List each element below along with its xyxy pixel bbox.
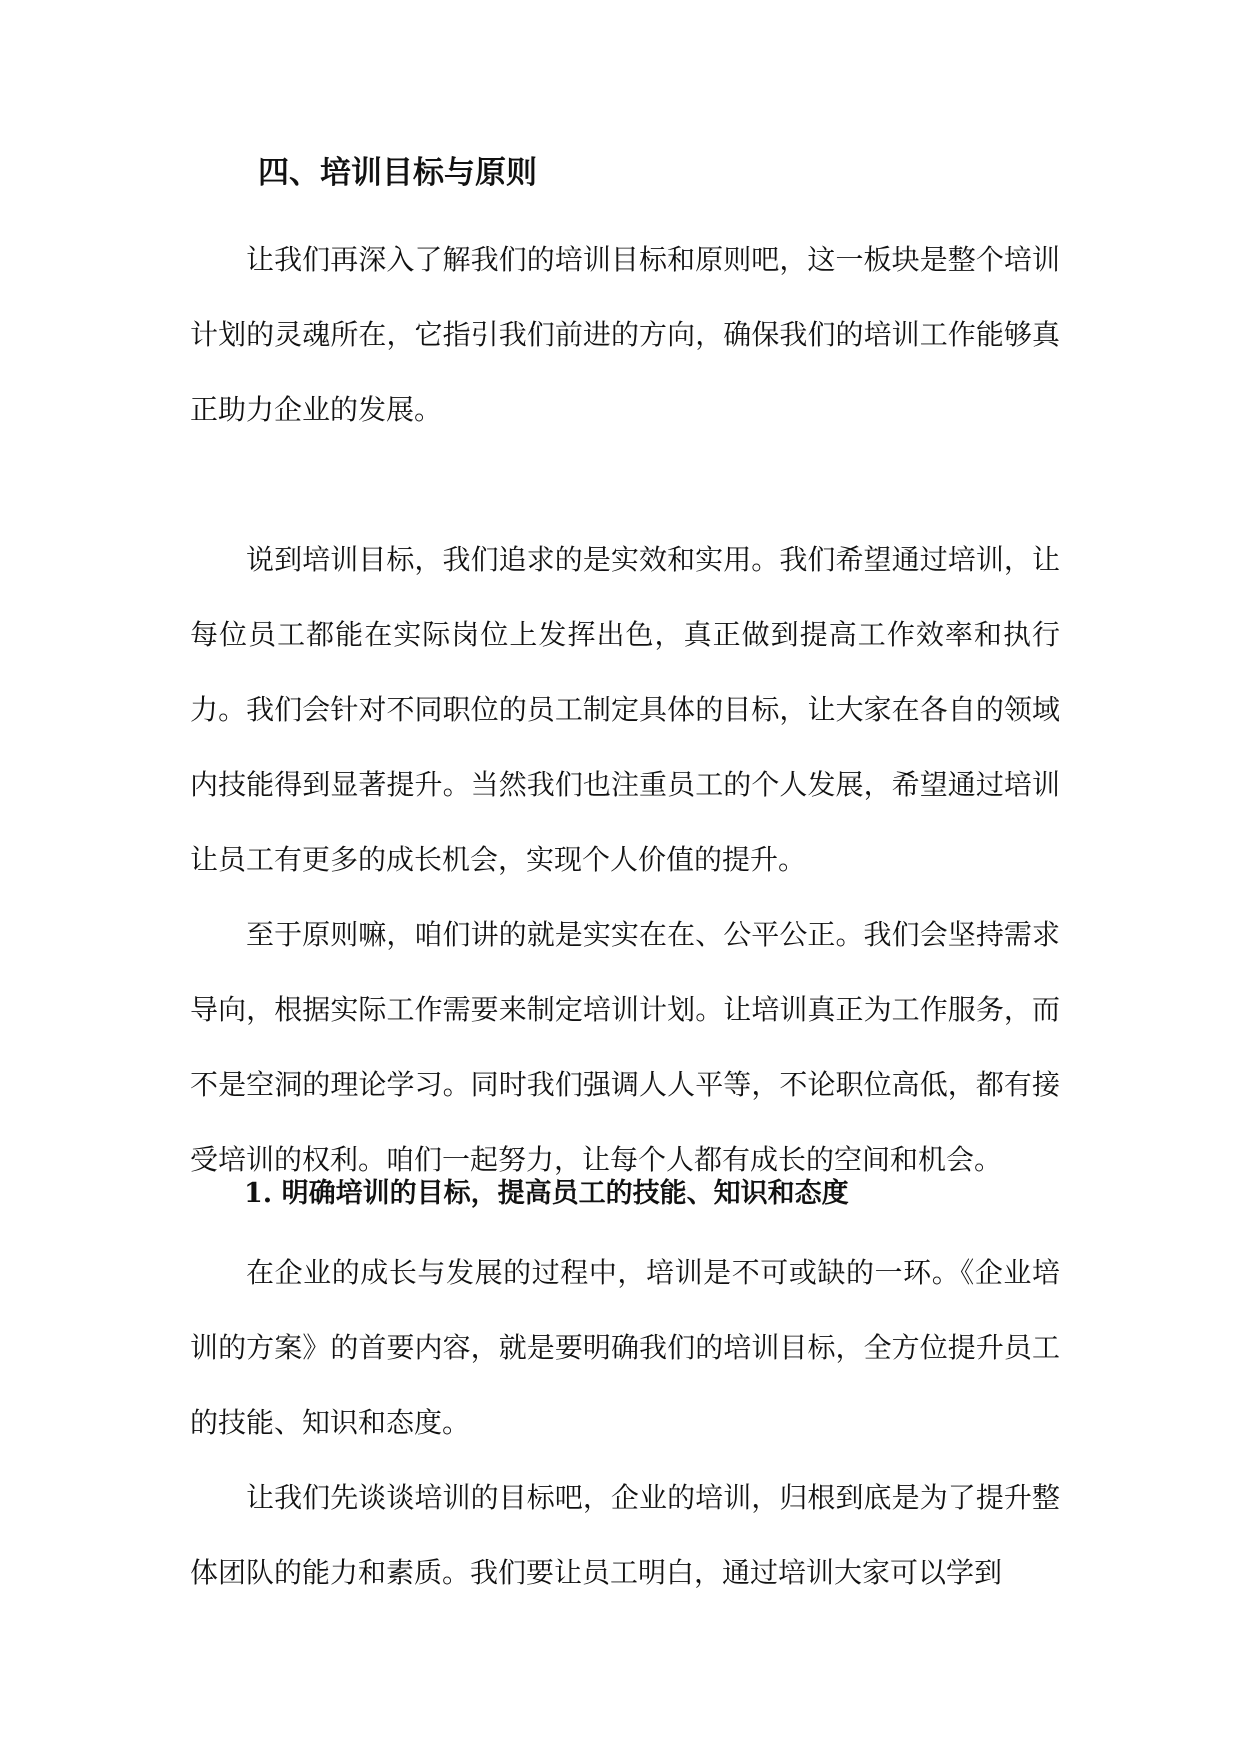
paragraph: 至于原则嘛，咱们讲的就是实实在在、公平公正。我们会坚持需求导向，根据实际工作需要来制定培训计划。让培训真正为工作服务，而不是空洞的理论学习。同时我们强调人人平等，不论职位高低，都有接受培训的权利。咱们一起努力，让每个人都有成长的空间和机会。 <box>190 918 1060 1176</box>
section-heading: 四、培训目标与原则 <box>258 155 537 191</box>
paragraph: 让我们先谈谈培训的目标吧，企业的培训，归根到底是为了提升整体团队的能力和素质。我们要让员工明白，通过培训大家可以学到 <box>190 1481 1060 1589</box>
paragraph: 让我们再深入了解我们的培训目标和原则吧，这一板块是整个培训计划的灵魂所在，它指引我们前进的方向，确保我们的培训工作能够真正助力企业的发展。 <box>190 243 1060 426</box>
paragraph: 在企业的成长与发展的过程中，培训是不可或缺的一环。《企业培训的方案》的首要内容，就是要明确我们的培训目标，全方位提升员工的技能、知识和态度。 <box>190 1256 1060 1439</box>
subsection-heading: 1. 明确培训的目标，提高员工的技能、知识和态度 <box>244 1178 849 1209</box>
paragraph: 说到培训目标，我们追求的是实效和实用。我们希望通过培训，让每位员工都能在实际岗位上发挥出色，真正做到提高工作效率和执行力。我们会针对不同职位的员工制定具体的目标，让大家在各自的领域内技能得到显著提升。当然我们也注重员工的个人发展，希望通过培训让员工有更多的成长机会，实现个人价值的提升。 <box>190 543 1060 876</box>
